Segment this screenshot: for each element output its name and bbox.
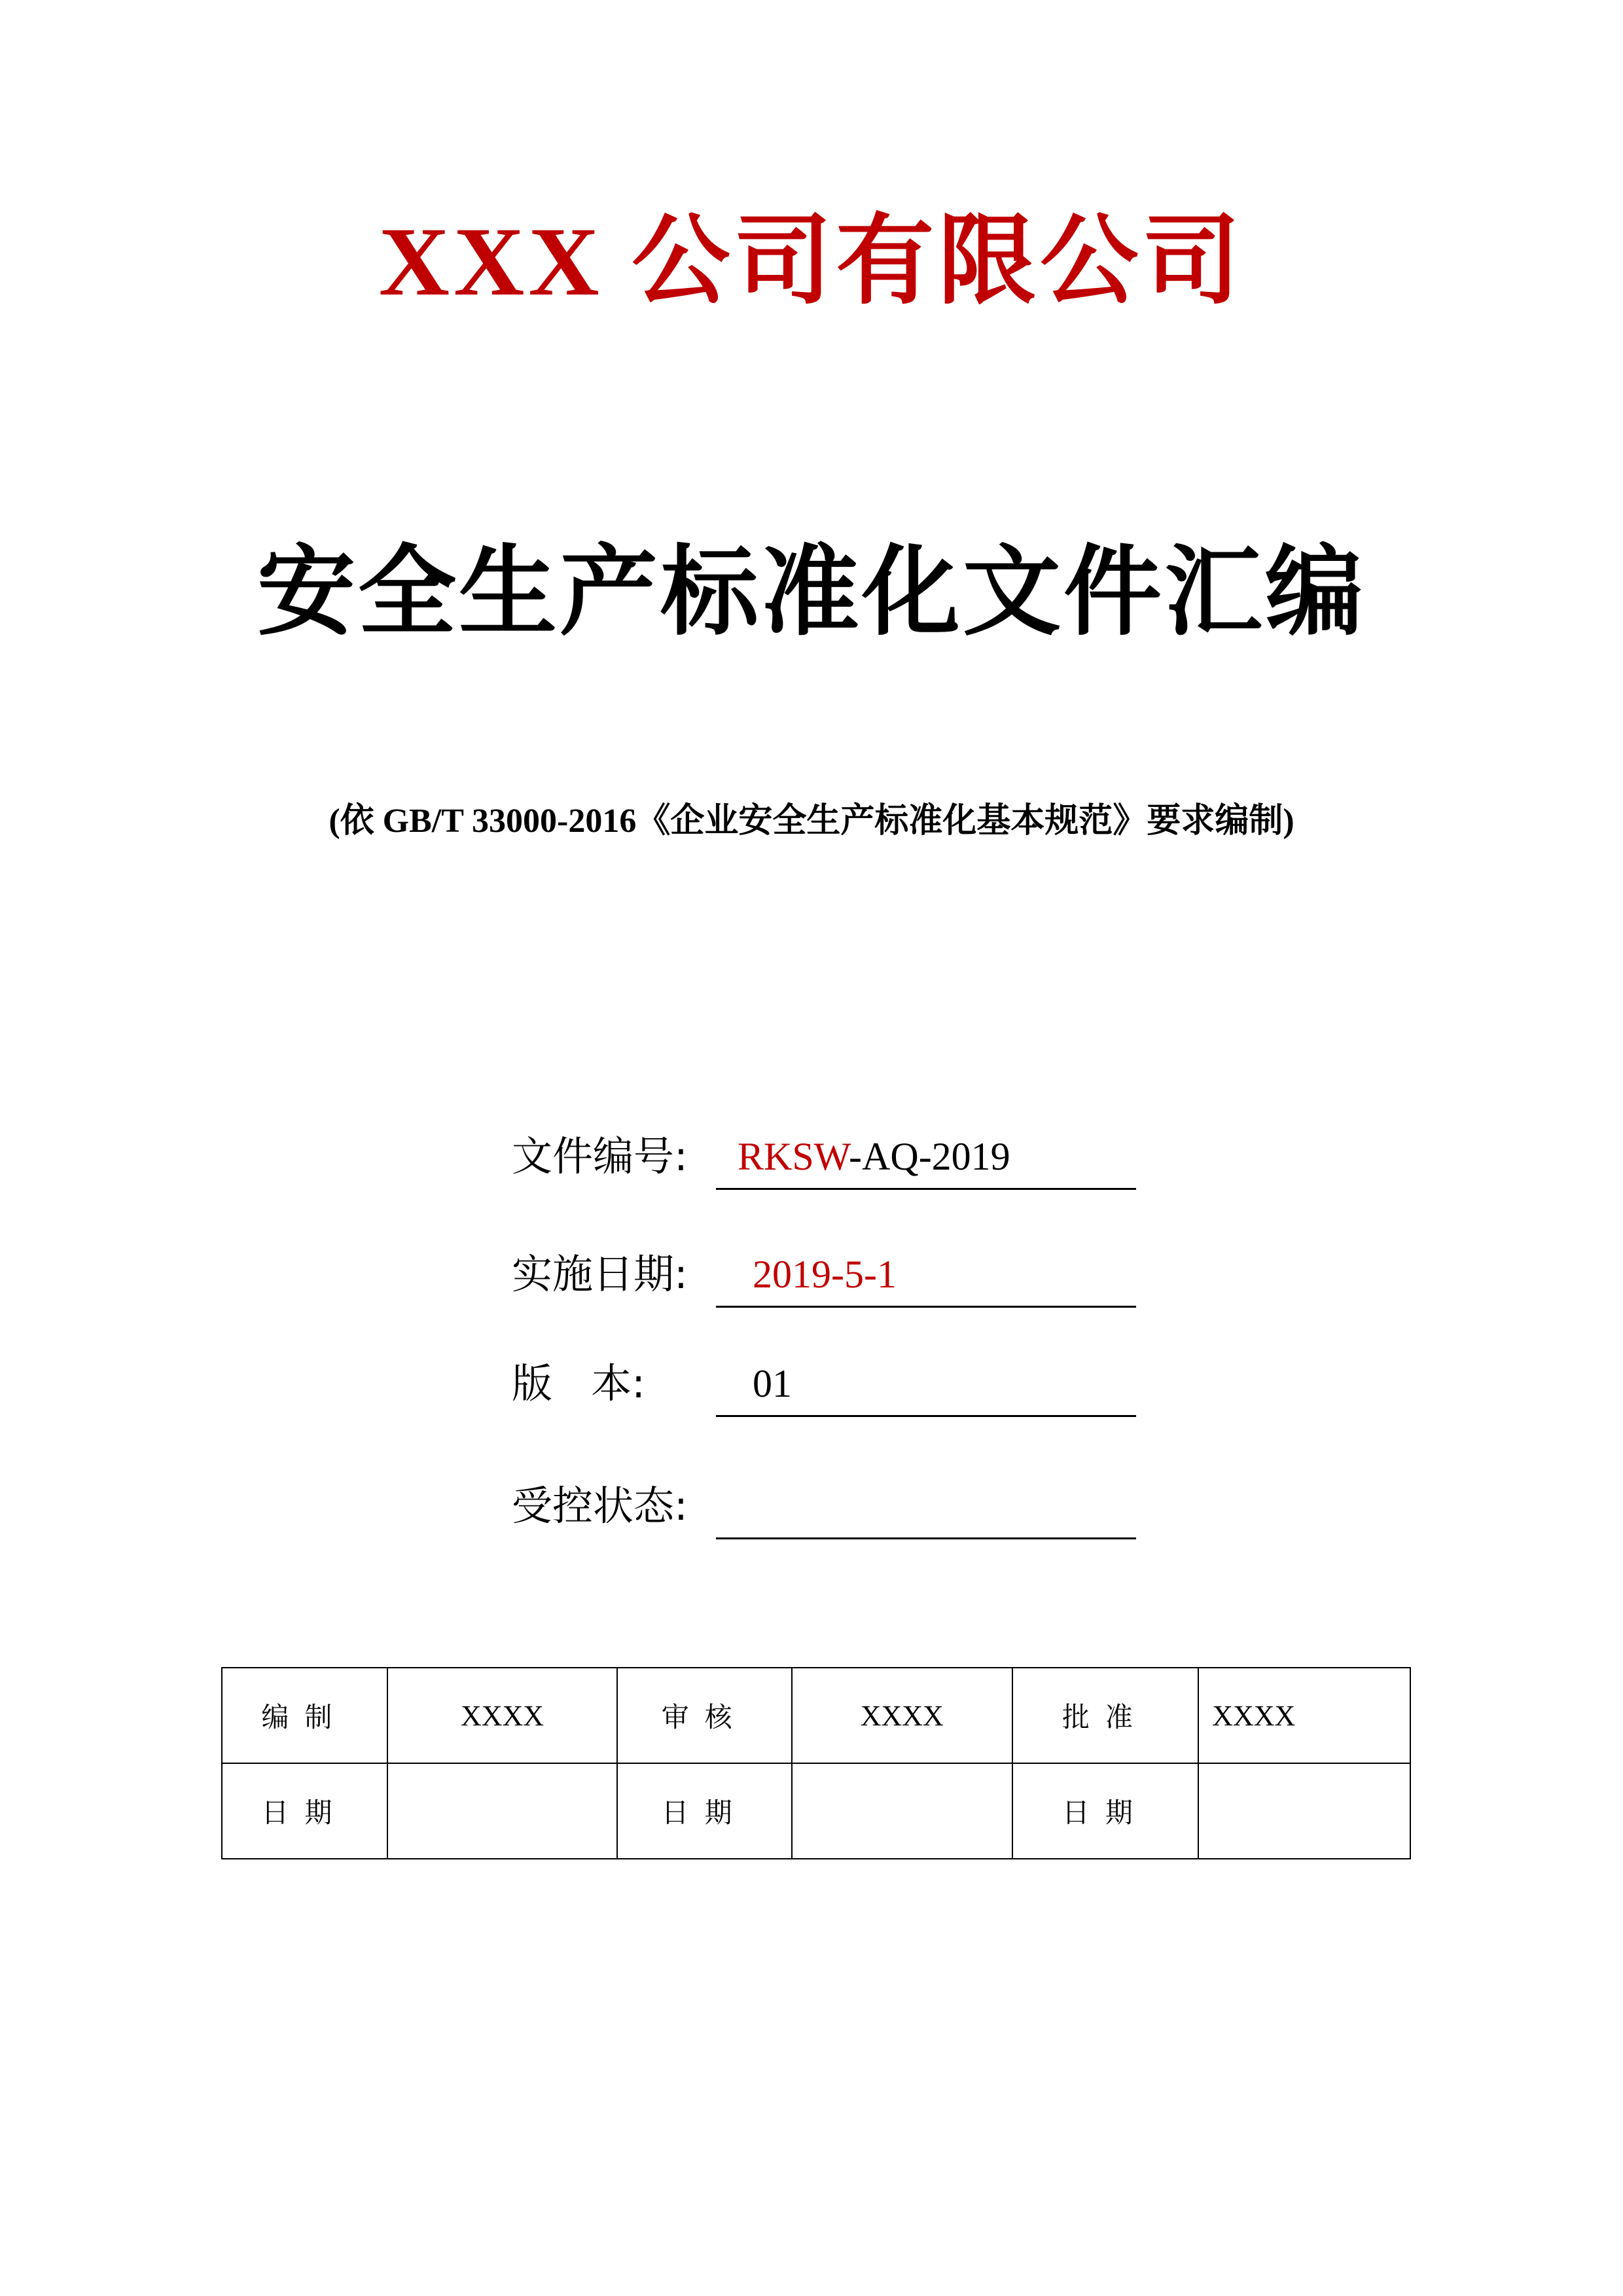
doc-number-value [738,1134,1010,1179]
doc-number-prefix: RKSW [738,1135,849,1178]
control-status-label: 受控状态: [512,1482,688,1530]
version-label: 版 本: [512,1359,646,1407]
date-value: 2019-5-1 [753,1253,897,1296]
doc-number-suffix: -AQ-2019 [849,1135,1010,1178]
compile-value: XXXX [387,1668,618,1763]
review-value: XXXX [792,1668,1012,1763]
approve-date-value [1198,1763,1410,1859]
doc-number-underline [716,1188,1136,1190]
version-value: 01 [753,1362,792,1405]
version-underline [716,1415,1136,1417]
date-label: 实施日期: [512,1250,688,1298]
compile-label: 编制 [222,1668,387,1763]
signature-table [221,1667,1411,1859]
control-status-underline [716,1537,1136,1539]
control-status-field [512,1474,1140,1539]
review-date-label: 日期 [617,1763,792,1859]
approve-date-label: 日期 [1012,1763,1199,1859]
document-title: 安全生产标准化文件汇编 [257,535,1366,649]
company-name: XXX 公司有限公司 [378,207,1245,316]
table-row [222,1668,1410,1763]
version-field [512,1352,1140,1417]
date-field [512,1242,1140,1308]
table-row [222,1763,1410,1859]
approve-label: 批准 [1012,1668,1199,1763]
doc-number-label: 文件编号: [512,1132,688,1180]
review-label: 审核 [617,1668,792,1763]
approve-value: XXXX [1198,1668,1410,1763]
compile-date-value [387,1763,618,1859]
review-date-value [792,1763,1012,1859]
compile-date-label: 日期 [222,1763,387,1859]
doc-number-field [512,1124,1140,1190]
date-underline [716,1306,1136,1308]
document-subtitle: (依 GB/T 33000-2016《企业安全生产标准化基本规范》要求编制) [329,802,1294,840]
